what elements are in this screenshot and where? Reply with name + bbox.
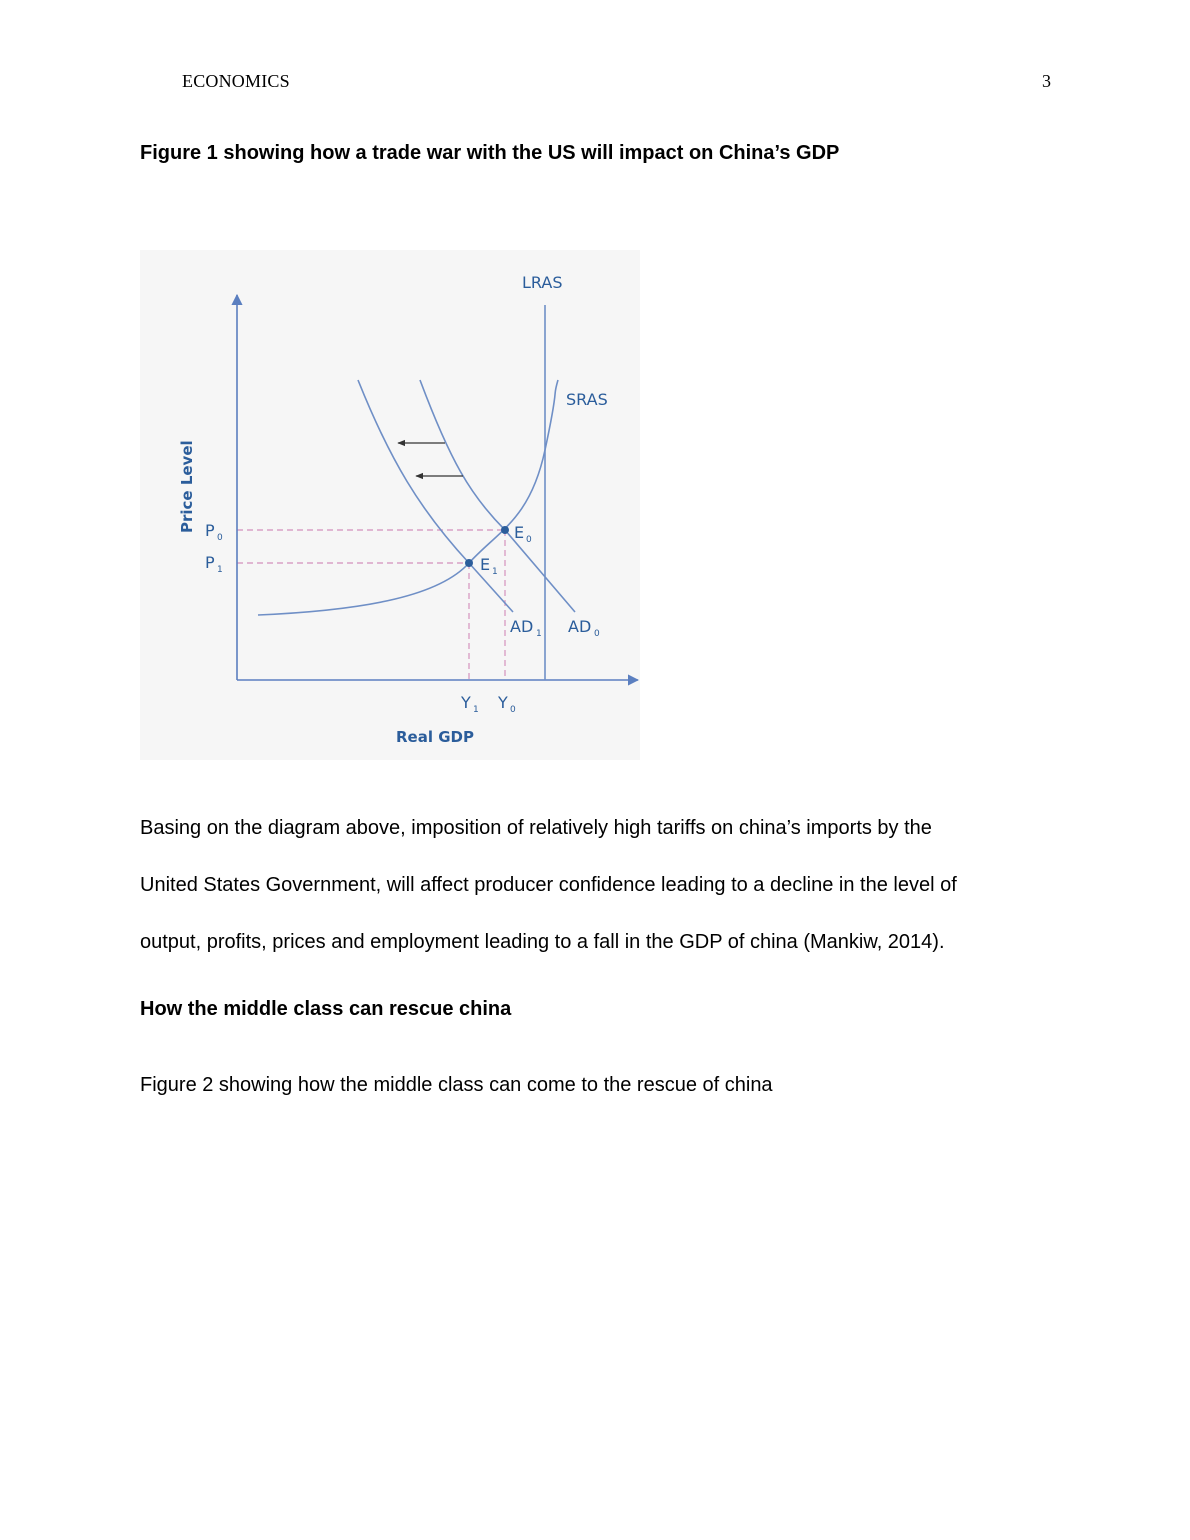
svg-text:1: 1 (536, 629, 542, 639)
svg-text:E: E (514, 523, 525, 542)
figure-1-diagram (140, 250, 640, 760)
p1-label (205, 553, 223, 575)
lras-label: LRAS (522, 273, 563, 292)
svg-text:AD: AD (568, 617, 592, 636)
paragraph-line: United States Government, will affect producer confidence leading to a decline in the level of (140, 874, 957, 896)
x-axis-label: Real GDP (396, 728, 474, 746)
sras-label: SRAS (566, 390, 608, 409)
dashed-guides (237, 530, 505, 680)
y-axis-label: Price Level (178, 440, 196, 533)
svg-text:E: E (480, 555, 491, 574)
svg-text:1: 1 (473, 705, 479, 715)
page-number: 3 (1042, 71, 1051, 91)
running-head: ECONOMICS (182, 71, 290, 91)
e0-label (514, 523, 532, 545)
svg-text:0: 0 (217, 533, 223, 543)
svg-text:0: 0 (594, 629, 600, 639)
ad1-curve (358, 380, 513, 612)
svg-text:0: 0 (510, 705, 516, 715)
svg-text:AD: AD (510, 617, 534, 636)
figure-1-title: Figure 1 showing how a trade war with the US will impact on China’s GDP (140, 142, 840, 164)
ad0-label (568, 617, 600, 639)
svg-text:Y: Y (498, 693, 508, 712)
svg-text:1: 1 (492, 567, 498, 577)
svg-text:Y: Y (461, 693, 471, 712)
ad1-label (510, 617, 542, 639)
svg-text:1: 1 (217, 565, 223, 575)
sras-curve (258, 380, 558, 615)
ad-as-diagram (140, 250, 640, 760)
y1-label (460, 693, 479, 715)
paragraph-line: output, profits, prices and employment leading to a fall in the GDP of china (Mankiw, 2014). (140, 931, 945, 953)
figure-2-caption: Figure 2 showing how the middle class can come to the rescue of china (140, 1074, 773, 1096)
svg-text:P: P (205, 553, 215, 572)
y0-label (497, 693, 516, 715)
e1-point (465, 559, 473, 567)
body-paragraph (140, 800, 1050, 971)
svg-text:0: 0 (526, 535, 532, 545)
svg-text:P: P (205, 521, 215, 540)
e0-point (501, 526, 509, 534)
e1-label (480, 555, 498, 577)
p0-label (205, 521, 223, 543)
section-heading: How the middle class can rescue china (140, 998, 512, 1020)
paragraph-line: Basing on the diagram above, imposition of relatively high tariffs on china’s imports by the (140, 817, 932, 839)
